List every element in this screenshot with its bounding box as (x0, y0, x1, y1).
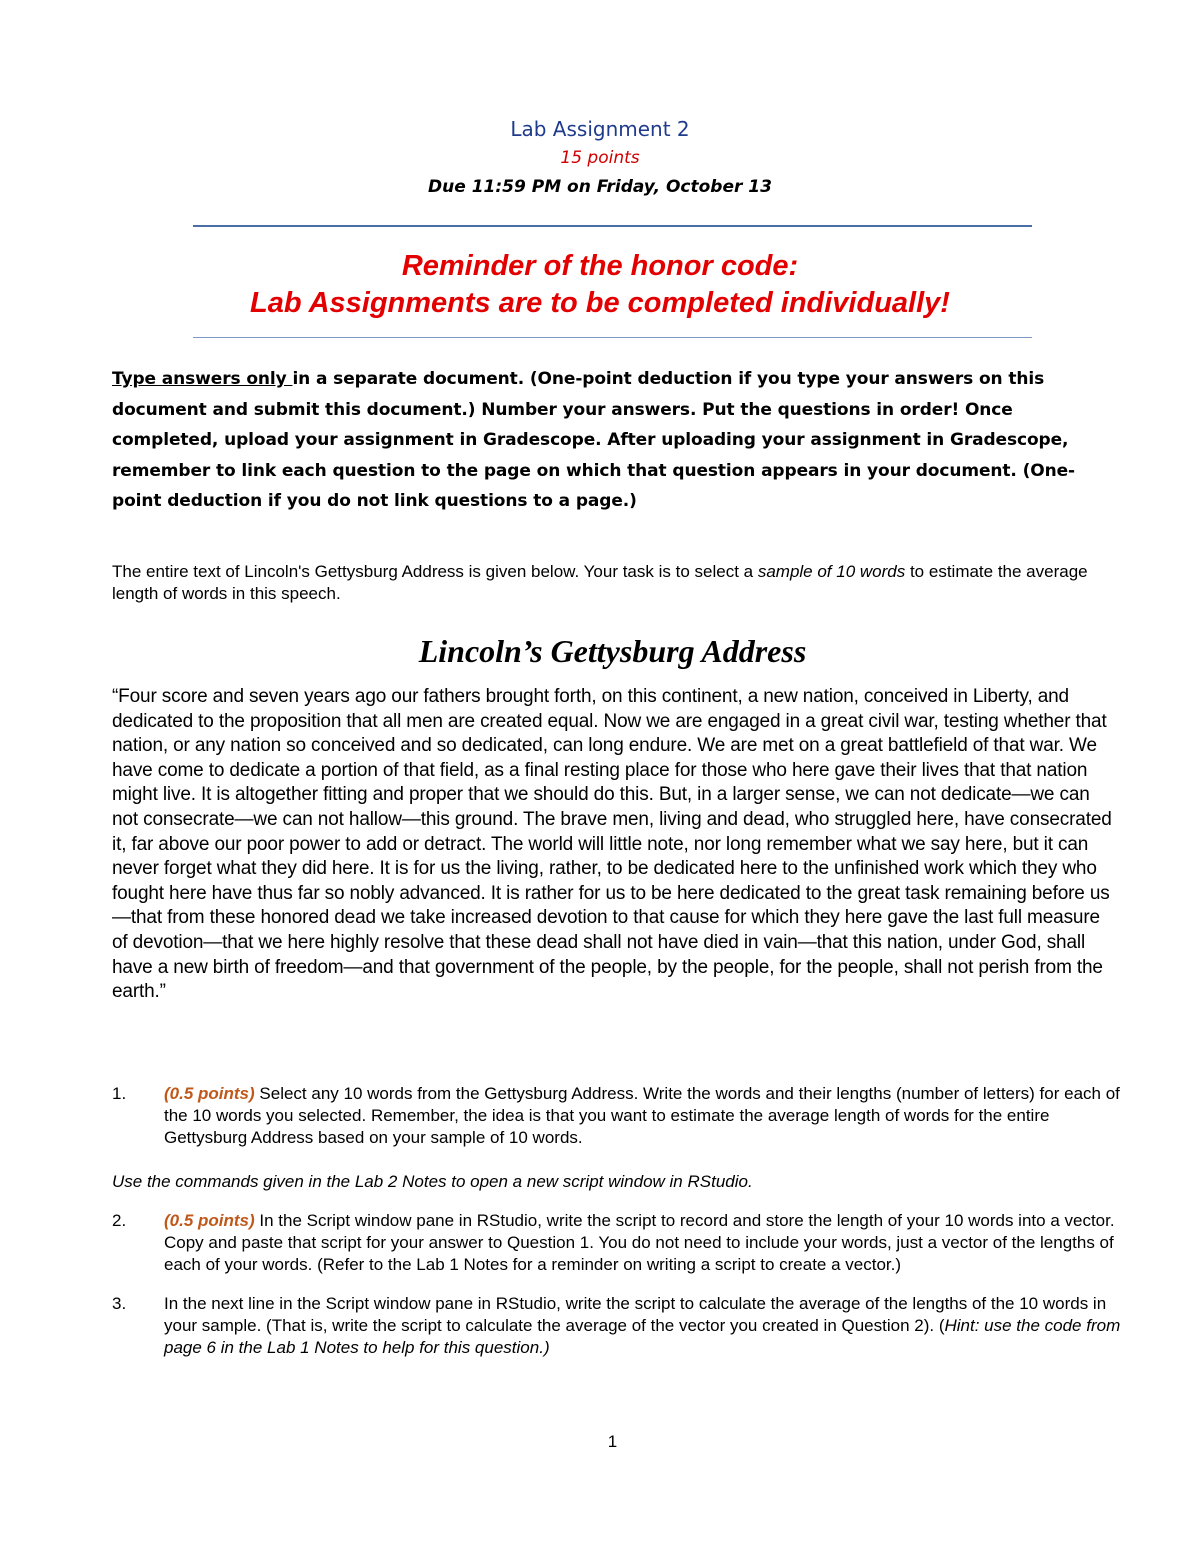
honor-line-2: Lab Assignments are to be completed individually! (250, 287, 950, 319)
intro-after: to estimate the average length of words in this speech. (112, 562, 1088, 603)
question-1 (112, 1083, 1122, 1149)
instructions-text: in a separate document. (One-point deduction if you type your answers on this document and submit this document.) Number your answers. Put the questions in order! Once completed, upload your assignment in Gradescope. After uploading your assignment in Gradescope, remember to link each question to the page on which that question appears in your document. (One-point deduction if you do not link questions to a page.) (112, 369, 1075, 511)
question-3 (112, 1293, 1122, 1359)
question-text: In the next line in the Script window pane in RStudio, write the script to calculate the average of the lengths of the 10 words in your sample. (That is, write the script to calculate the average of the vector you created in Question 2). ( (164, 1294, 1107, 1335)
address-title: Lincoln’s Gettysburg Address (418, 633, 807, 669)
question-number: 2. (112, 1211, 127, 1230)
script-window-note: Use the commands given in the Lab 2 Notes to open a new script window in RStudio. (112, 1172, 753, 1191)
assignment-points: 15 points (560, 148, 640, 168)
bottom-divider (193, 337, 1032, 338)
question-list (112, 1083, 1122, 1359)
question-text: Select any 10 words from the Gettysburg Address. Write the words and their lengths (number of letters) for each of the 10 words you selected. Remember, the idea is that you want to estimate the average length of words for the entire Gettysburg Address based on your sample of 10 words. (164, 1084, 1120, 1147)
honor-code-reminder (0, 248, 1200, 322)
question-number: 3. (112, 1294, 127, 1313)
top-divider (193, 225, 1032, 227)
question-points: (0.5 points) (164, 1084, 255, 1103)
page-number: 1 (607, 1432, 618, 1451)
question-number: 1. (112, 1084, 127, 1103)
intro-emphasis: sample of 10 words (757, 562, 906, 581)
question-points: (0.5 points) (164, 1211, 255, 1230)
question-hint: Hint: use the code from page 6 in the Lab 1 Notes to help for this question. (164, 1316, 1121, 1357)
task-intro (112, 561, 1102, 605)
question-2 (112, 1210, 1122, 1276)
intro-before: The entire text of Lincoln's Gettysburg Address is given below. Your task is to select a (112, 562, 758, 581)
instructions-underlined: Type answers only (112, 369, 293, 389)
honor-line-1: Reminder of the honor code: (401, 250, 799, 282)
question-hint-close: ) (543, 1338, 550, 1357)
assignment-title: Lab Assignment 2 (510, 117, 690, 141)
document-header (0, 114, 1200, 202)
due-date: Due 11:59 PM on Friday, October 13 (428, 177, 772, 197)
gettysburg-address-text: “Four score and seven years ago our fathers brought forth, on this continent, a new nation, conceived in Liberty, and dedicated to the proposition that all men are created equal. Now we are engaged in a great civil war, testing whether that nation, or any nation so conceived and so dedicated, can long endure. We are met on a great battlefield of that war. We have come to dedicate a portion of that field, as a final resting place for those who here gave their lives that that nation might live. It is altogether fitting and proper that we should do this. But, in a larger sense, we can not dedicate—we can not consecrate—we can not hallow—this ground. The brave men, living and dead, who struggled here, have consecrated it, far above our poor power to add or detract. The world will little note, nor long remember what we say here, but it can never forget what they did here. It is for us the living, rather, to be dedicated here to the unfinished work which they who fought here have thus far so nobly advanced. It is rather for us to be here dedicated to the great task remaining before us—that from these honored dead we take increased devotion to that cause for which they here gave the last full measure of devotion—that we here highly resolve that these dead shall not have died in vain—that this nation, under God, shall have a new birth of freedom—and that government of the people, by the people, for the people, shall not perish from the earth.” (112, 686, 1112, 1003)
submission-instructions (112, 364, 1112, 517)
question-text: In the Script window pane in RStudio, write the script to record and store the length of your 10 words into a vector. Copy and paste that script for your answer to Question 1. You do not need to include your words, just a vector of the lengths of each of your words. (Refer to the Lab 1 Notes for a reminder on writing a script to create a vector.) (164, 1211, 1115, 1274)
